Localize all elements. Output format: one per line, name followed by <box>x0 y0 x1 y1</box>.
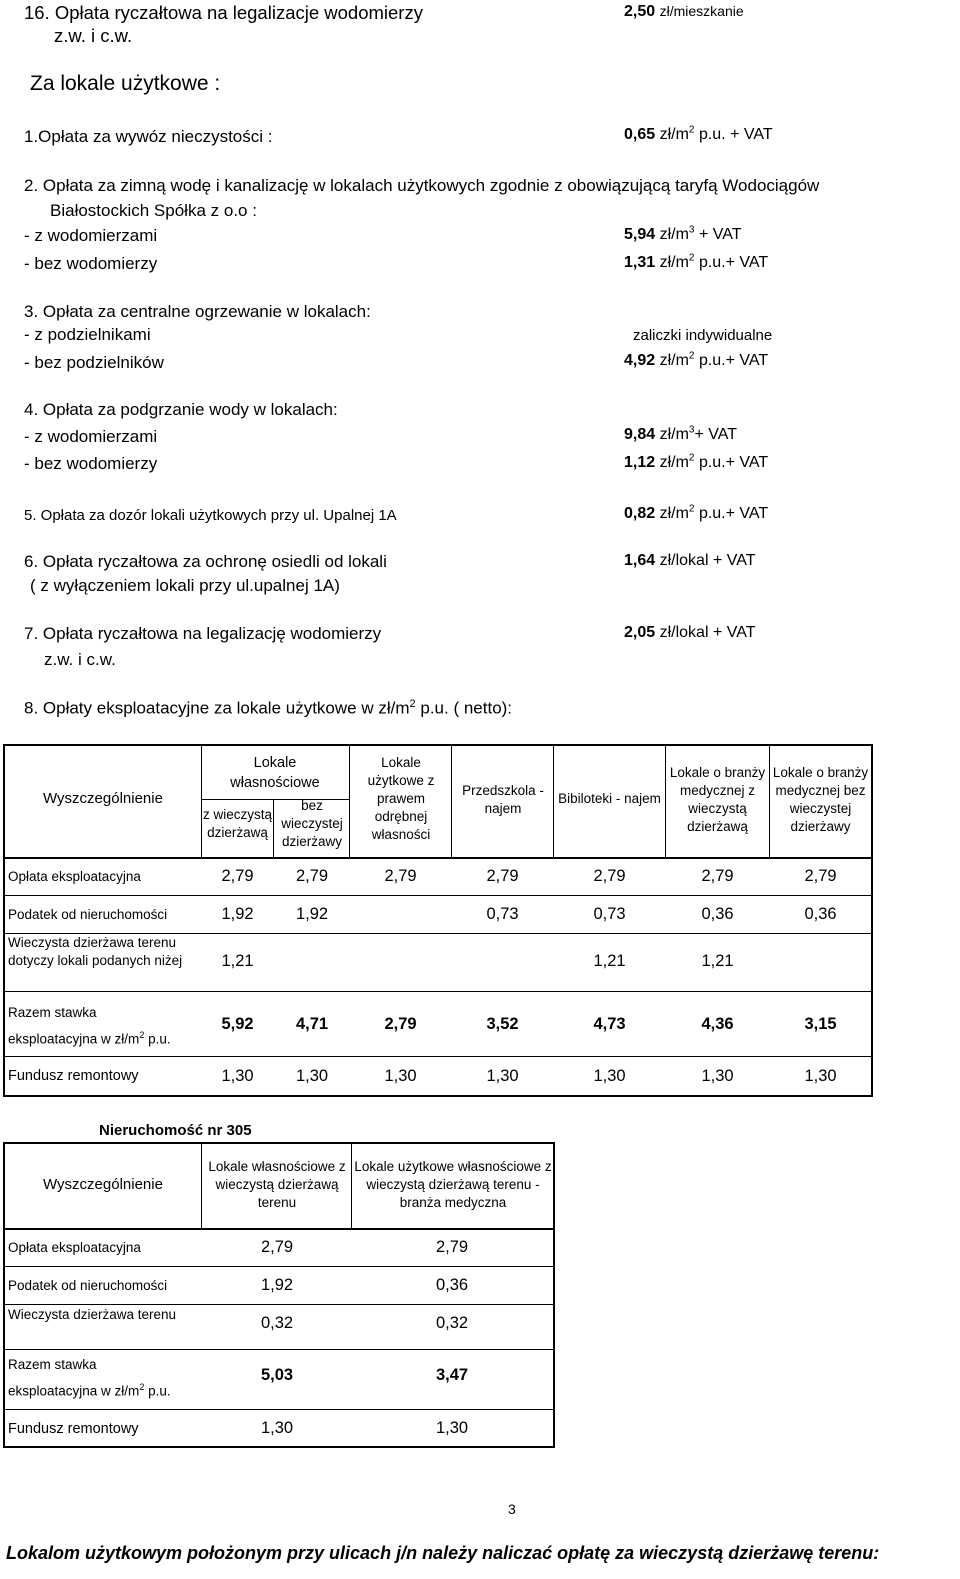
item-4-with-meter-rate <box>624 426 737 444</box>
cell: 1,30 <box>593 1067 626 1085</box>
item-1-rate <box>624 126 773 144</box>
unit-suffix: p.u.+ VAT <box>698 254 769 271</box>
cell: 1,30 <box>260 1419 294 1437</box>
item-1-label: 1.Opłata za wywóz nieczystości : <box>24 127 273 146</box>
table-row-line <box>3 895 873 896</box>
sup: 2 <box>688 350 695 362</box>
item-3-value: 4,92 <box>624 352 656 369</box>
item-2-with-meter-rate <box>624 226 741 244</box>
item-7-rate <box>624 624 755 642</box>
cell: 0,36 <box>804 905 837 923</box>
table-col-line <box>349 744 350 859</box>
item-16-value: 2,50 <box>624 3 656 20</box>
table-row-line <box>3 1056 873 1057</box>
item-2-without-meter-value: 1,31 <box>624 254 656 271</box>
header-col-1: Lokale własnościowe z wieczystą dzierżawą terenu <box>208 1159 346 1210</box>
table-row-line <box>3 1304 555 1305</box>
item-1-unit-suffix: p.u. + VAT <box>698 126 773 143</box>
row-label-podatek: Podatek od nieruchomości <box>8 1278 168 1293</box>
table-border-right <box>553 1142 555 1448</box>
sup: 2 <box>139 1382 145 1392</box>
row-label-razem: Razem stawka <box>8 1357 97 1372</box>
item-16-line-2: z.w. i c.w. <box>54 25 133 46</box>
item-7-value: 2,05 <box>624 624 656 641</box>
item-2-without-meter-rate <box>624 254 768 272</box>
item-2-without-meter: - bez wodomierzy <box>24 254 158 273</box>
cell: 1,30 <box>435 1419 469 1437</box>
cell: 2,79 <box>701 867 734 885</box>
cell: 1,21 <box>221 952 254 970</box>
header-uzytkowe: Lokale użytkowe z prawem odrębnej własności <box>367 755 435 842</box>
item-3-with-dividers: - z podzielnikami <box>24 325 151 344</box>
page-number: 3 <box>508 1501 516 1517</box>
sup: 3 <box>688 424 695 436</box>
cell: 1,30 <box>384 1067 417 1085</box>
row-label-podatek: Podatek od nieruchomości <box>8 907 168 922</box>
table-border-bottom <box>3 1446 555 1448</box>
header-z-wieczysta: z wieczystą dzierżawą <box>202 807 273 840</box>
cell: 3,52 <box>486 1015 519 1033</box>
cell: 4,36 <box>701 1015 734 1033</box>
item-5-label: 5. Opłata za dozór lokali użytkowych przy ul. Upalnej 1A <box>24 507 397 524</box>
label-text: eksploatacyjna w zł/m <box>8 1031 140 1047</box>
cell: 1,92 <box>295 905 329 923</box>
sup: 2 <box>688 503 695 515</box>
table-border-top <box>3 1142 555 1144</box>
row-label-wieczysta: Wieczysta dzierżawa terenu <box>8 1307 177 1322</box>
header-medyczne-z: Lokale o branży medycznej z wieczystą dzierżawą <box>669 765 766 834</box>
row-label-razem-2 <box>8 1378 171 1401</box>
item-4-without-meter-rate <box>624 454 768 472</box>
item-4-with-meter: - z wodomierzami <box>24 427 158 446</box>
cell: 0,36 <box>701 905 734 923</box>
item-8-heading <box>24 698 512 719</box>
cell: 2,79 <box>593 867 626 885</box>
table-header-bottom <box>3 857 873 859</box>
header-col-2: Lokale użytkowe własnościowe z wieczystą dzierżawą terenu - branża medyczna <box>354 1159 552 1210</box>
table2-title: Nieruchomość nr 305 <box>99 1122 252 1139</box>
header-biblioteki: Bibiloteki - najem <box>558 791 661 806</box>
table-row-line <box>3 1266 555 1267</box>
cell: 2,79 <box>435 1238 469 1256</box>
cell: 2,79 <box>804 867 837 885</box>
cell: 0,32 <box>435 1314 469 1332</box>
item-2-with-meter: - z wodomierzami <box>24 226 158 245</box>
item-16-unit: zł/mieszkanie <box>659 3 744 19</box>
item-4-with-meter-value: 9,84 <box>624 426 656 443</box>
row-label-oplata: Opłata eksploatacyjna <box>8 869 141 884</box>
sup: 2 <box>688 252 695 264</box>
row-label-oplata: Opłata eksploatacyjna <box>8 1240 141 1255</box>
unit: zł/m <box>659 254 689 271</box>
cell: 1,92 <box>221 905 254 923</box>
header-medyczne-bez: Lokale o branży medycznej bez wieczystej dzierżawy <box>772 765 869 834</box>
row-label-fundusz: Fundusz remontowy <box>8 1421 139 1437</box>
item-16-rate <box>624 3 744 21</box>
unit-suffix: p.u.+ VAT <box>698 505 769 522</box>
unit-suffix: p.u.+ VAT <box>698 454 769 471</box>
table-col-line <box>201 1142 202 1230</box>
unit: zł/m <box>659 426 689 443</box>
item-3-with-dividers-rate: zaliczki indywidualne <box>633 327 773 344</box>
label-suffix: p.u. <box>148 1031 171 1047</box>
item-5-rate <box>624 505 768 523</box>
footer-note: Lokalom użytkowym położonym przy ulicach j/n należy naliczać opłatę za wieczystą dzierżawę terenu: <box>6 1543 880 1563</box>
unit-suffix: + VAT <box>698 226 742 243</box>
item-16-line-1: 16. Opłata ryczałtowa na legalizacje wodomierzy <box>24 2 423 23</box>
item-4-line-1: 4. Opłata za podgrzanie wody w lokalach: <box>24 400 338 419</box>
item-1-value: 0,65 <box>624 126 656 143</box>
unit: zł/lokal + VAT <box>659 624 756 641</box>
table-col-line <box>351 1142 352 1230</box>
cell: 1,92 <box>260 1276 294 1294</box>
cell: 1,30 <box>804 1067 837 1085</box>
cell: 1,30 <box>295 1067 329 1085</box>
header-bez-wieczystej: bez wieczystej dzierżawy <box>281 798 343 849</box>
item-2-with-meter-value: 5,94 <box>624 226 656 243</box>
item-6-rate <box>624 552 755 570</box>
header-wyszczegolnienie: Wyszczególnienie <box>43 790 163 807</box>
table-header-bottom <box>3 1228 555 1230</box>
sup: 2 <box>139 1030 145 1040</box>
cell: 2,79 <box>260 1238 294 1256</box>
item-4-without-meter: - bez wodomierzy <box>24 454 158 473</box>
section-heading: Za lokale użytkowe : <box>30 72 221 95</box>
row-label-fundusz: Fundusz remontowy <box>8 1068 139 1084</box>
item-3-without-dividers-rate <box>624 352 768 370</box>
item-8-suffix: p.u. ( netto): <box>420 698 513 718</box>
row-label-razem: Razem stawka <box>8 1005 97 1020</box>
cell: 0,32 <box>260 1314 294 1332</box>
item-5-value: 0,82 <box>624 505 656 522</box>
item-1-sup: 2 <box>688 124 695 136</box>
table-row-line <box>3 1349 555 1350</box>
cell: 2,79 <box>486 867 519 885</box>
table-border-right <box>871 744 873 1097</box>
item-1-unit: zł/m <box>659 126 689 143</box>
unit: zł/m <box>659 352 689 369</box>
cell: 2,79 <box>221 867 254 885</box>
table-col-line <box>273 799 274 859</box>
cell: 3,15 <box>804 1015 837 1033</box>
unit: zł/lokal + VAT <box>659 552 756 569</box>
cell: 2,79 <box>384 867 417 885</box>
table-border-bottom <box>3 1095 873 1097</box>
unit-suffix: + VAT <box>694 426 738 443</box>
unit: zł/m <box>659 505 689 522</box>
cell: 0,73 <box>593 905 626 923</box>
cell: 0,36 <box>435 1276 469 1294</box>
sup: 2 <box>688 452 695 464</box>
item-6-line-1: 6. Opłata ryczałtowa za ochronę osiedli od lokali <box>24 552 387 571</box>
cell: 3,47 <box>435 1366 469 1384</box>
cell: 5,92 <box>221 1015 254 1033</box>
table-border-top <box>3 744 873 746</box>
item-4-without-meter-value: 1,12 <box>624 454 656 471</box>
header-wyszczegolnienie: Wyszczególnienie <box>43 1176 163 1193</box>
table-col-line <box>451 744 452 859</box>
unit: zł/m <box>659 226 689 243</box>
cell: 2,79 <box>295 867 329 885</box>
cell: 1,21 <box>701 952 734 970</box>
header-lokale-wlasnosciowe: Lokale własnościowe <box>230 755 320 791</box>
sup: 2 <box>409 698 416 710</box>
table-row-line <box>3 1409 555 1410</box>
item-2-line-1: 2. Opłata za zimną wodę i kanalizację w lokalach użytkowych zgodnie z obowiązującą taryfą Wodociągów <box>24 176 820 195</box>
header-przedszkola: Przedszkola - najem <box>462 783 544 816</box>
cell: 4,71 <box>295 1015 329 1033</box>
label-suffix: p.u. <box>148 1383 171 1399</box>
cell: 0,73 <box>486 905 519 923</box>
item-6-line-2: ( z wyłączeniem lokali przy ul.upalnej 1A) <box>30 576 340 595</box>
cell: 1,21 <box>593 952 626 970</box>
item-8-text: 8. Opłaty eksploatacyjne za lokale użytkowe w zł/m <box>24 698 410 718</box>
item-6-value: 1,64 <box>624 552 656 569</box>
cell: 4,73 <box>593 1015 626 1033</box>
item-7-line-1: 7. Opłata ryczałtowa na legalizację wodomierzy <box>24 624 382 643</box>
row-label-wieczysta: Wieczysta dzierżawa terenu <box>8 935 177 950</box>
sup: 3 <box>688 224 695 236</box>
item-3-without-dividers: - bez podzielników <box>24 353 164 372</box>
item-7-line-2: z.w. i c.w. <box>44 650 116 669</box>
label-text: eksploatacyjna w zł/m <box>8 1383 140 1399</box>
cell: 1,30 <box>701 1067 734 1085</box>
item-3-line-1: 3. Opłata za centralne ogrzewanie w lokalach: <box>24 302 371 321</box>
table-row-line <box>3 991 873 992</box>
row-label-wieczysta-2: dotyczy lokali podanych niżej <box>8 953 183 968</box>
item-2-line-2: Białostockich Spółka z o.o : <box>50 201 257 220</box>
cell: 1,30 <box>486 1067 519 1085</box>
cell: 1,30 <box>221 1067 254 1085</box>
unit: zł/m <box>659 454 689 471</box>
row-label-razem-2 <box>8 1026 171 1049</box>
cell: 2,79 <box>384 1015 417 1033</box>
unit-suffix: p.u.+ VAT <box>698 352 769 369</box>
cell: 5,03 <box>260 1366 294 1384</box>
